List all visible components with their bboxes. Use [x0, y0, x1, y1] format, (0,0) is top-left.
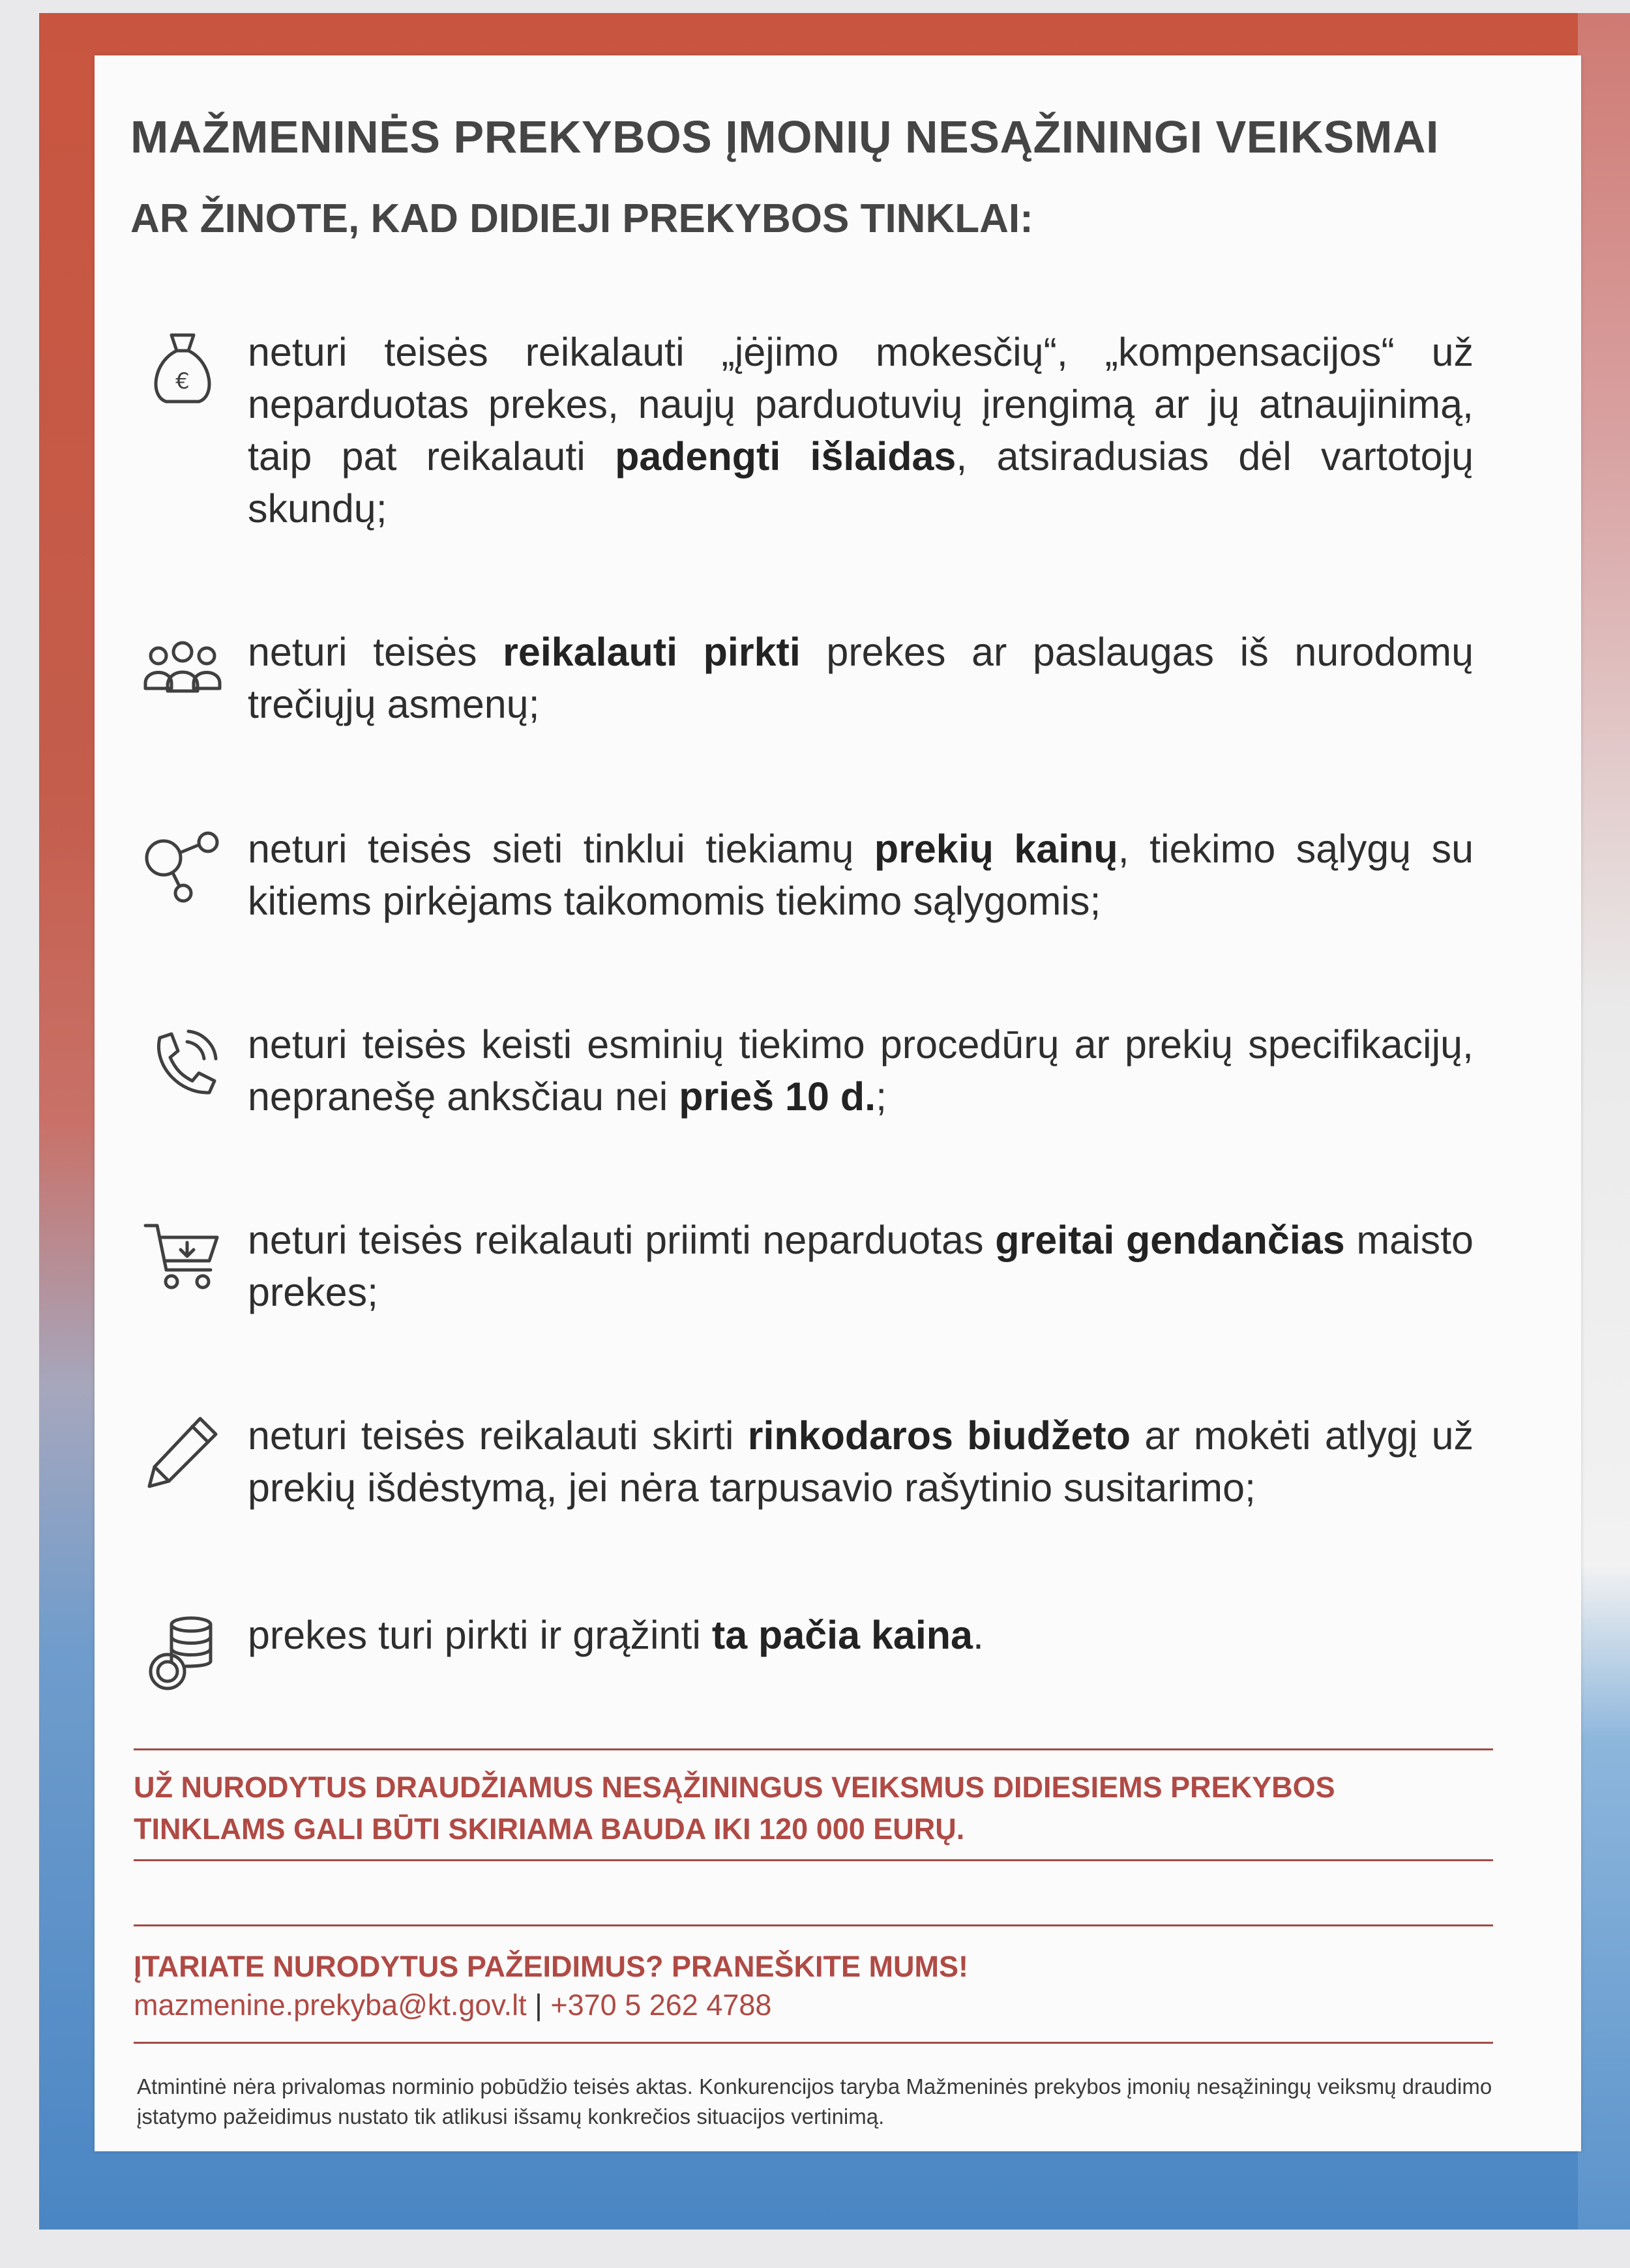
disclaimer-text: Atmintinė nėra privalomas norminio pobūdžio teisės aktas. Konkurencijos taryba Mažmeninės prekybos įmonių nesąžiningų veiksmų draudimo įstatymo pažeidimus nustato tik atlikusi išsamų konkrečios situacijos vertinimą.	[137, 2074, 1492, 2128]
fine-warning-line: UŽ NURODYTUS DRAUDŽIAMUS NESĄŽININGUS VEIKSMUS DIDIESIEMS PREKYBOS	[134, 1771, 1335, 1804]
fine-warning	[134, 1767, 1503, 1850]
item-text: neturi teisės keisti esminių tiekimo procedūrų ar prekių specifikacijų, nepranešę anksčiau nei prieš 10 d.;	[248, 1022, 1474, 1119]
contact-line	[134, 1988, 1503, 2022]
money-bag-euro-icon	[140, 326, 225, 411]
coins-stack-icon	[140, 1609, 225, 1694]
linked-circles-icon	[140, 823, 225, 907]
divider	[134, 2042, 1493, 2044]
item-text: neturi teisės reikalauti „įėjimo mokesčių“, „kompensacijos“ už neparduotas prekes, naujų parduotuvių įrengimą ar jų atnaujinimą, taip pat reikalauti padengti išlaidas, atsiradusias dėl vartotojų skundų;	[248, 330, 1474, 531]
poster-frame-right-edge	[1578, 13, 1630, 2230]
item-text: prekes turi pirkti ir grąžinti ta pačia kaina.	[248, 1613, 984, 1657]
svg-text:€: €	[175, 368, 190, 394]
people-group-icon	[140, 626, 225, 711]
shopping-cart-icon	[140, 1214, 225, 1299]
item-text: neturi teisės reikalauti skirti rinkodaros biudžeto ar mokėti atlygį už prekių išdėstymą, jei nėra tarpusavio rašytinio susitarimo;	[248, 1413, 1474, 1510]
item-text: neturi teisės sieti tinklui tiekiamų prekių kainų, tiekimo sąlygų su kitiems pirkėjams taikomomis tiekimo sąlygomis;	[248, 827, 1474, 923]
contact-separator: |	[535, 1988, 542, 2022]
pencil-icon	[140, 1409, 225, 1494]
phone-call-icon	[140, 1018, 225, 1103]
poster-subtitle: AR ŽINOTE, KAD DIDIEJI PREKYBOS TINKLAI:	[130, 196, 1033, 241]
item-text: neturi teisės reikalauti pirkti prekes ar paslaugas iš nurodomų trečiųjų asmenų;	[248, 630, 1474, 726]
fine-warning-line: TINKLAMS GALI BŪTI SKIRIAMA BAUDA IKI 120 000 EURŲ.	[134, 1812, 965, 1846]
divider	[134, 1748, 1493, 1750]
report-heading: ĮTARIATE NURODYTUS PAŽEIDIMUS? PRANEŠKITE MUMS!	[134, 1950, 968, 1983]
divider	[134, 1924, 1493, 1926]
poster-title: MAŽMENINĖS PREKYBOS ĮMONIŲ NESĄŽININGI VEIKSMAI	[130, 111, 1439, 162]
contact-email[interactable]: mazmenine.prekyba@kt.gov.lt	[134, 1988, 527, 2022]
divider	[134, 1859, 1493, 1861]
item-text: neturi teisės reikalauti priimti neparduotas greitai gendančias maisto prekes;	[248, 1218, 1474, 1314]
contact-phone[interactable]: +370 5 262 4788	[550, 1988, 772, 2022]
